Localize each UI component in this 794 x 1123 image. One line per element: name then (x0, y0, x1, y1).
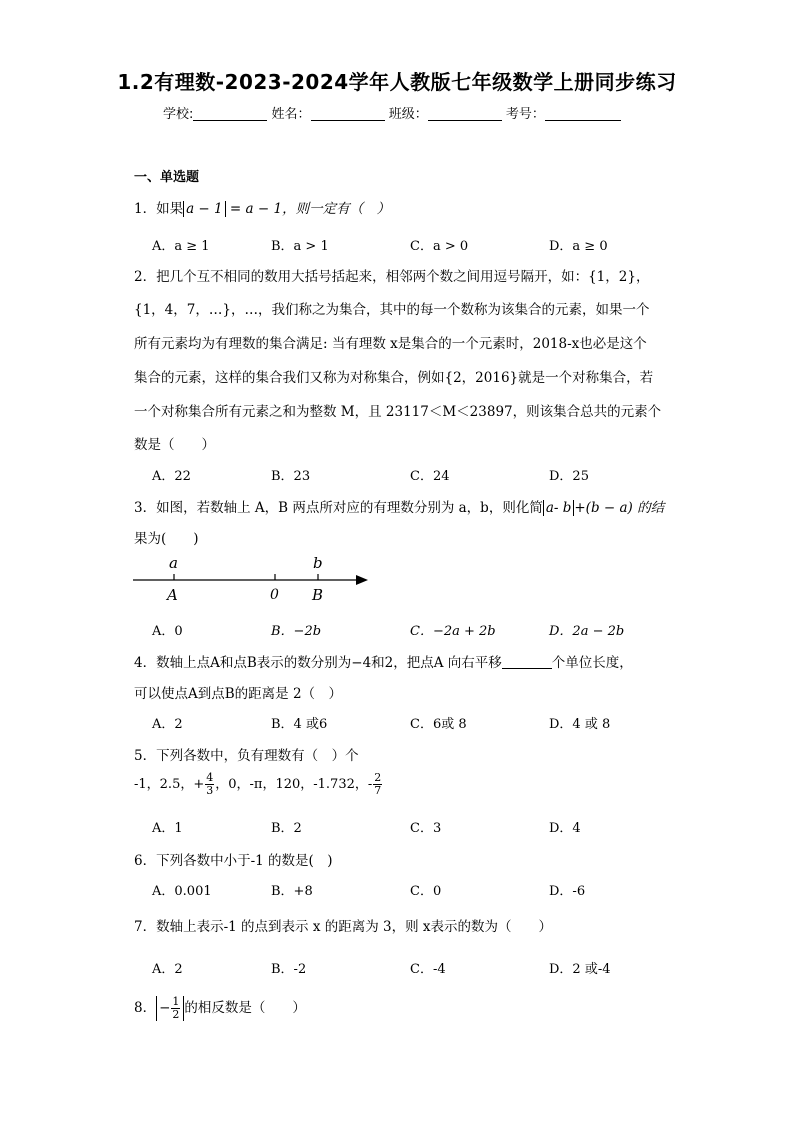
q4-text-b: 个单位长度， (551, 655, 633, 671)
q4-line-1 (134, 651, 633, 671)
q6-line-1: 6．下列各数中小于-1 的数是( ) (134, 853, 333, 869)
q7-line-1: 7．数轴上表示-1 的点到表示 x 的距离为 3，则 x表示的数为（ ） (134, 919, 553, 935)
label-point-b: B (312, 586, 324, 604)
school-label: 学校: (163, 107, 194, 122)
q8-number: 8． (134, 1000, 157, 1016)
name-blank[interactable] (311, 106, 385, 121)
q7-option-a[interactable]: A．2 (152, 962, 183, 977)
q5-list-b: ，0，-π，120，-1.732，- (215, 777, 373, 792)
label-point-a: A (167, 586, 178, 604)
q3-line-2: 果为( ) (134, 531, 199, 547)
q5-option-a[interactable]: A．1 (152, 821, 183, 836)
q1-option-d[interactable]: D．a ≥ 0 (549, 239, 608, 254)
q4-option-a[interactable]: A．2 (152, 717, 183, 732)
frac1-numerator: 4 (206, 771, 214, 784)
section-heading: 一、单选题 (134, 170, 200, 185)
q2-options (152, 465, 752, 483)
q4-blank[interactable] (502, 655, 552, 669)
q8-abs: − $\frac{1}{2}$ (156, 996, 184, 1021)
q5-number-list (134, 772, 383, 797)
q3-abs: a- b (543, 500, 575, 516)
q2-line-5: 一个对称集合所有元素之和为整数 M，且 23117＜M＜23897，则该集合总共的元素个 (134, 404, 662, 420)
class-blank[interactable] (428, 106, 502, 121)
label-b: b (313, 554, 323, 572)
q2-line-6: 数是（ ） (134, 437, 215, 453)
q1-options (152, 235, 752, 253)
q1-pre: 如果 (156, 201, 184, 217)
q2-line-1: 2．把几个互不相同的数用大括号括起来，相邻两个数之间用逗号隔开，如：{1，2}， (134, 269, 650, 285)
q3-options (152, 620, 752, 638)
q5-option-c[interactable]: C．3 (410, 821, 442, 836)
q2-line-2: {1，4，7，…}，…，我们称之为集合，其中的每一个数称为该集合的元素，如果一个 (134, 302, 650, 318)
q2-line-4: 集合的元素，这样的集合我们又称为对称集合，例如{2，2016}就是一个对称集合，若 (134, 370, 654, 386)
q7-option-d[interactable]: D．2 或-4 (549, 962, 611, 977)
question-8 (134, 996, 306, 1021)
number-blank[interactable] (545, 106, 621, 121)
q3-text-a: 3．如图，若数轴上 A，B 两点所对应的有理数分别为 a，b，则化简 (134, 500, 543, 516)
q2-option-c[interactable]: C．24 (410, 469, 450, 484)
q6-options (152, 880, 752, 898)
q1-option-b[interactable]: B．a > 1 (271, 239, 329, 254)
q5-line-1: 5．下列各数中，负有理数有（ ）个 (134, 748, 359, 764)
q3-text-b: +(b − a) 的结 (574, 500, 665, 516)
q1-post: = a − 1，则一定有（ ） (225, 201, 391, 217)
class-label: 班级： (388, 107, 428, 122)
q2-option-d[interactable]: D．25 (549, 469, 589, 484)
student-info-row (163, 103, 621, 122)
q2-line-3: 所有元素均为有理数的集合满足: 当有理数 x是集合的一个元素时，2018-x也必是这个 (134, 336, 647, 352)
q1-abs: a − 1 (183, 201, 226, 217)
school-blank[interactable] (193, 106, 267, 121)
page-title: 1.2有理数-2023-2024学年人教版七年级数学上册同步练习 (117, 70, 677, 94)
number-line-arrow (356, 575, 368, 585)
label-a: a (169, 554, 178, 572)
q7-option-b[interactable]: B．-2 (271, 962, 307, 977)
q6-option-d[interactable]: D．-6 (549, 884, 586, 899)
q1-option-c[interactable]: C．a > 0 (410, 239, 469, 254)
q2-option-b[interactable]: B．23 (271, 469, 311, 484)
q3-option-c[interactable]: C．−2a + 2b (410, 624, 496, 639)
frac2-denominator: 7 (374, 784, 382, 797)
q1-number: 1． (134, 201, 157, 217)
q3-option-b[interactable]: B．−2b (271, 624, 322, 639)
q8-post: 的相反数是（ ） (184, 1000, 306, 1016)
q6-option-a[interactable]: A．0.001 (152, 884, 212, 899)
q3-option-a[interactable]: A．0 (152, 624, 183, 639)
q2-option-a[interactable]: A．22 (152, 469, 191, 484)
question-1 (134, 197, 390, 217)
number-line-figure (130, 552, 375, 606)
q4-line-2: 可以使点A到点B的距离是 2（ ） (134, 686, 343, 702)
q7-options (152, 958, 752, 976)
frac1-denominator: 3 (206, 784, 214, 797)
q3-option-d[interactable]: D．2a − 2b (549, 624, 625, 639)
q4-text-a: 4．数轴上点A和点B表示的数分别为−4和2，把点A 向右平移 (134, 655, 502, 671)
q8-frac-numerator: 1 (172, 995, 180, 1008)
q8-frac-denominator: 2 (172, 1008, 180, 1021)
q5-option-d[interactable]: D．4 (549, 821, 581, 836)
q6-option-b[interactable]: B．+8 (271, 884, 313, 899)
q4-option-d[interactable]: D．4 或 8 (549, 717, 611, 732)
q4-option-c[interactable]: C．6或 8 (410, 717, 467, 732)
q1-option-a[interactable]: A．a ≥ 1 (152, 239, 210, 254)
q5-list-a: -1，2.5，+ (134, 777, 205, 792)
q8-fraction (171, 996, 180, 1021)
q4-option-b[interactable]: B．4 或6 (271, 717, 328, 732)
frac2-numerator: 2 (374, 771, 382, 784)
q6-option-c[interactable]: C．0 (410, 884, 442, 899)
q7-option-c[interactable]: C．-4 (410, 962, 446, 977)
q3-line-1 (134, 496, 664, 516)
q5-fraction-4-3 (205, 772, 214, 797)
q5-option-b[interactable]: B．2 (271, 821, 302, 836)
q5-fraction-2-7 (373, 772, 382, 797)
q5-options (152, 817, 752, 835)
number-label: 考号： (505, 107, 545, 122)
name-label: 姓名： (271, 107, 311, 122)
q4-options (152, 713, 752, 731)
label-origin: 0 (270, 587, 279, 603)
